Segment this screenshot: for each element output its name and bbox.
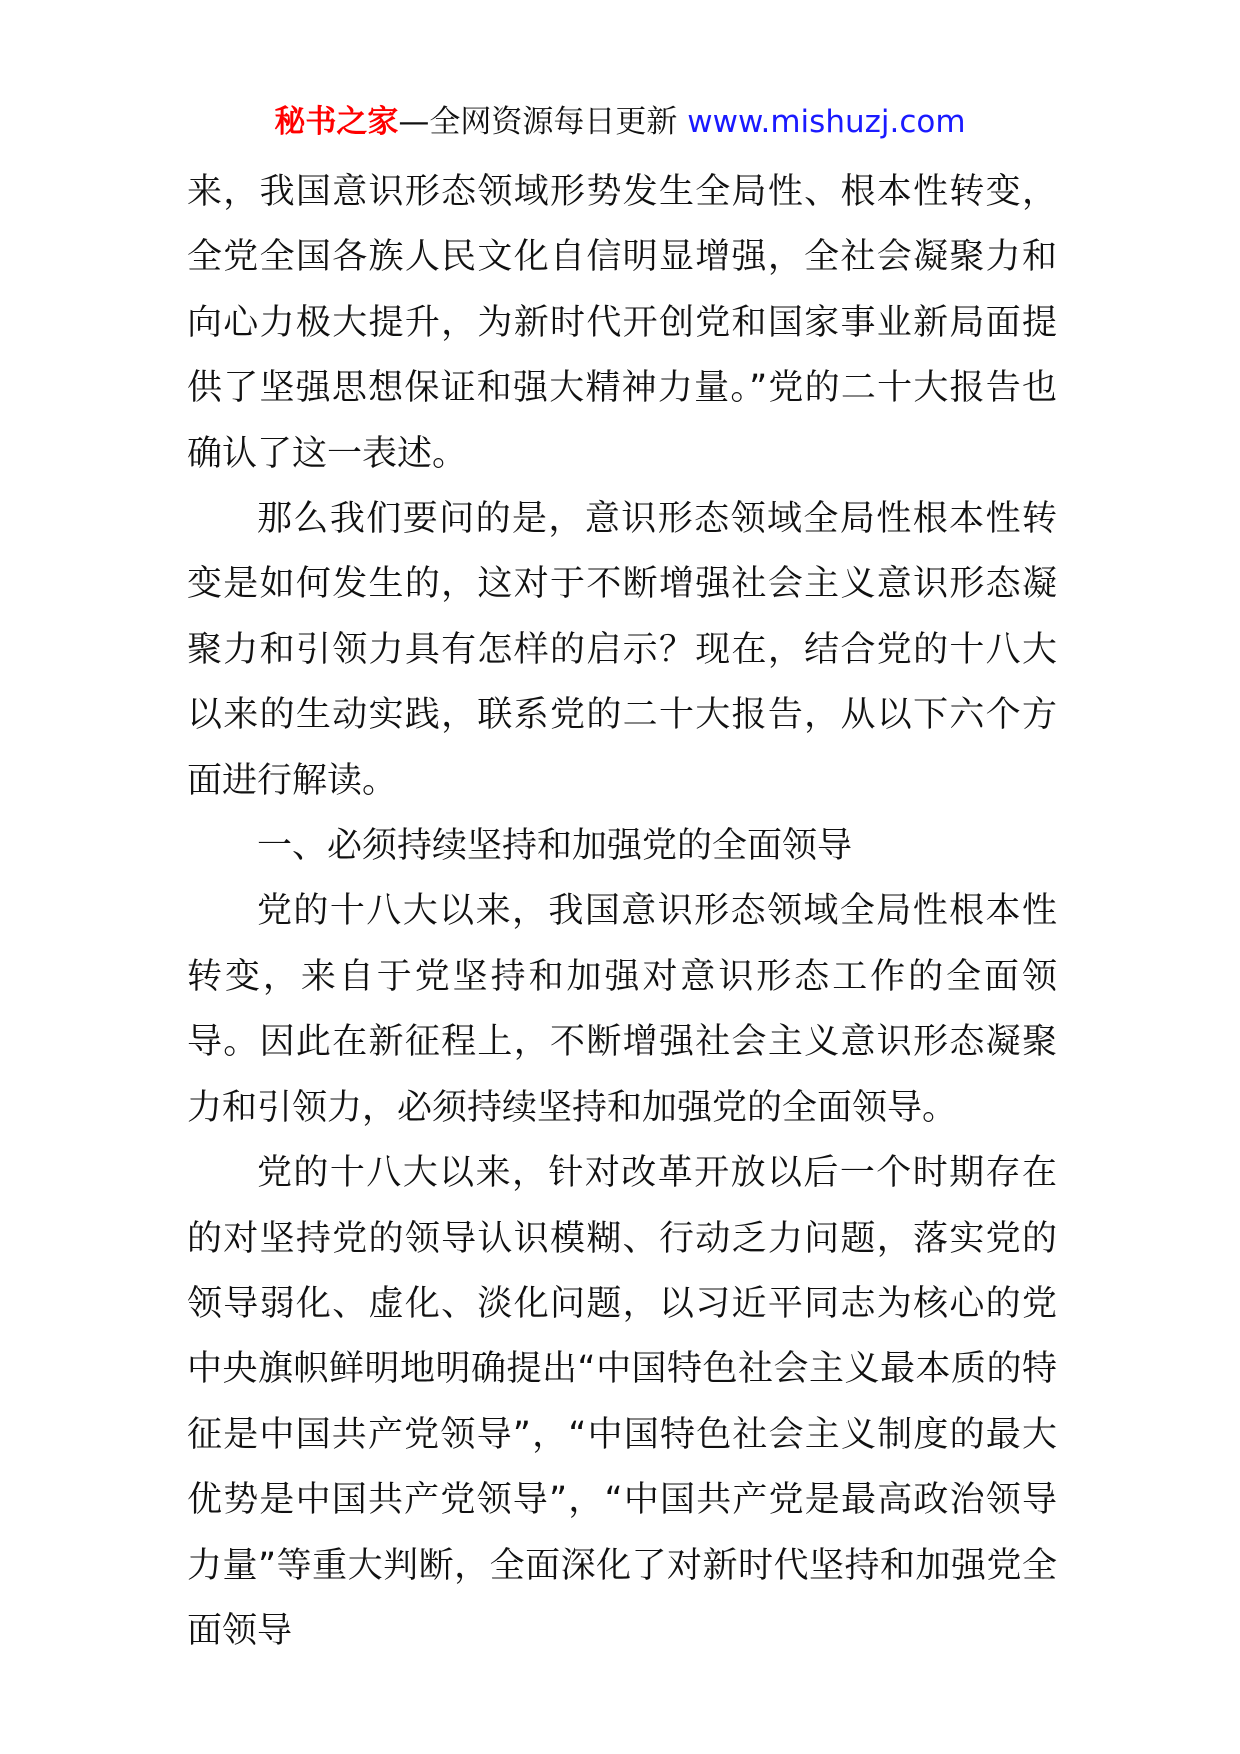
site-url-link[interactable]: www.mishuzj.com [687,104,966,140]
paragraph: 那么我们要问的是，意识形态领域全局性根本性转变是如何发生的，这对于不断增强社会主义意识形态凝聚力和引领力具有怎样的启示？现在，结合党的十八大以来的生动实践，联系党的二十大报告，从以下六个方面进行解读。 [187,499,1057,801]
paragraph: 党的十八大以来，我国意识形态领域全局性根本性转变，来自于党坚持和加强对意识形态工作的全面领导。因此在新征程上，不断增强社会主义意识形态凝聚力和引领力，必须持续坚持和加强党的全面领导。 [187,891,1057,1128]
paragraph-continuation: 来，我国意识形态领域形势发生全局性、根本性转变，全党全国各族人民文化自信明显增强，全社会凝聚力和向心力极大提升，为新时代开创党和国家事业新局面提供了坚强思想保证和强大精神力量。”党的二十大报告也确认了这一表述。 [187,172,1057,474]
header-tagline: —全网资源每日更新 [398,104,678,140]
site-header [0,102,1240,142]
brand-name: 秘书之家 [274,104,399,140]
paragraph: 党的十八大以来，针对改革开放以后一个时期存在的对坚持党的领导认识模糊、行动乏力问题，落实党的领导弱化、虚化、淡化问题，以习近平同志为核心的党中央旗帜鲜明地明确提出“中国特色社会主义最本质的特征是中国共产党领导”，“中国特色社会主义制度的最大优势是中国共产党领导”，“中国共产党是最高政治领导力量”等重大判断，全面深化了对新时代坚持和加强党全面领导 [187,1153,1057,1651]
document-body [187,160,1057,1664]
section-heading: 一、必须持续坚持和加强党的全面领导 [257,826,853,867]
